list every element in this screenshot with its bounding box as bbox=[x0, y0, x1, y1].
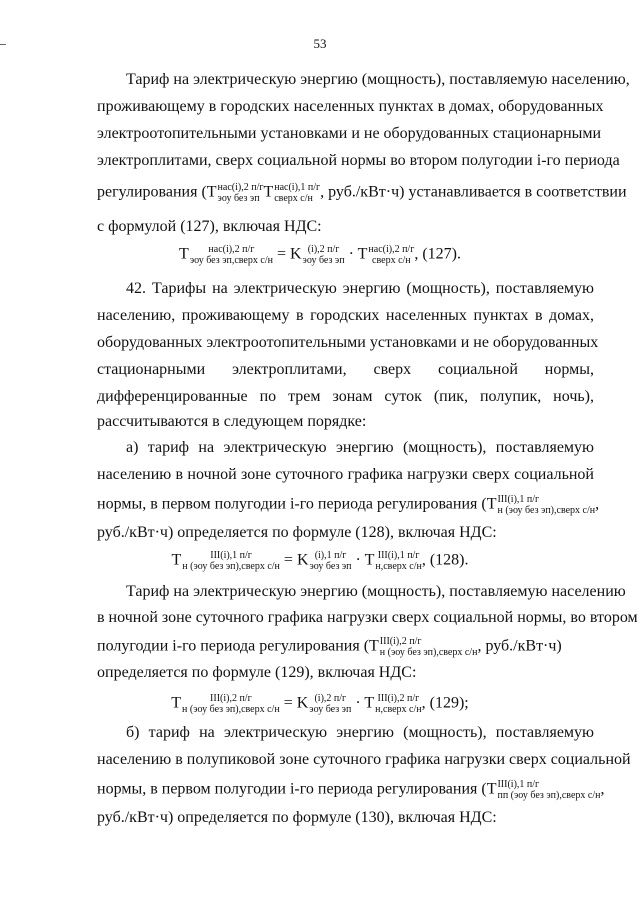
subscript: пп (эоу без эп),сверх с/н bbox=[497, 790, 601, 801]
index-stack bbox=[303, 244, 345, 266]
formula-128 bbox=[0, 550, 640, 572]
subscript: эоу без эп bbox=[302, 255, 345, 266]
operator: · bbox=[355, 694, 361, 712]
superscript: III(i),1 п/г bbox=[377, 550, 420, 561]
subscript: эоу без эп bbox=[309, 704, 352, 715]
symbol: T bbox=[357, 245, 368, 263]
text-run: , руб./кВт·ч) устанавливается в соответствии bbox=[320, 183, 627, 201]
paragraph-line: Тариф на электрическую энергию (мощность), поставляемую населению, bbox=[126, 71, 630, 88]
index-stack bbox=[190, 244, 273, 266]
superscript: (i),2 п/г bbox=[314, 693, 347, 704]
superscript: нас(i),2 п/г bbox=[217, 182, 264, 193]
index-stack bbox=[497, 494, 595, 516]
text-run: , руб./кВт·ч) bbox=[477, 637, 562, 655]
paragraph-line-with-formula bbox=[97, 182, 627, 204]
formula-127 bbox=[0, 244, 640, 266]
index-stack bbox=[380, 636, 478, 658]
paragraph-line-with-formula bbox=[97, 494, 599, 516]
paragraph-line: электроплитами, сверх социальной нормы во втором полугодии i-го периода bbox=[97, 152, 620, 169]
formula-129 bbox=[0, 693, 640, 715]
index-stack bbox=[368, 244, 414, 266]
index-stack bbox=[375, 550, 421, 572]
paragraph-line: Тариф на электрическую энергию (мощность), поставляемую населению bbox=[126, 583, 626, 600]
superscript: III(i),1 п/г bbox=[497, 779, 540, 790]
index-stack bbox=[497, 779, 600, 801]
formula-number: , (127). bbox=[414, 245, 461, 263]
index-stack bbox=[310, 550, 352, 572]
superscript: нас(i),2 п/г bbox=[368, 244, 415, 255]
text-run: регулирования (T bbox=[97, 183, 217, 201]
text-run: нормы, в первом полугодии i-го периода регулирования (T bbox=[97, 495, 497, 513]
symbol: T bbox=[171, 694, 182, 712]
paragraph-line: населению в ночной зоне суточного графика нагрузки сверх социальной bbox=[97, 466, 594, 483]
subscript: сверх с/н bbox=[372, 255, 411, 266]
text-run: полугодии i-го периода регулирования (T bbox=[97, 637, 379, 655]
index-stack bbox=[182, 693, 280, 715]
subscript: сверх с/н bbox=[274, 193, 313, 204]
paragraph-line: населению в полупиковой зоне суточного графика нагрузки сверх социальной bbox=[97, 751, 631, 768]
paragraph-line-with-formula bbox=[97, 636, 562, 658]
paragraph-line: б) тариф на электрическую энергию (мощность), поставляемую bbox=[126, 724, 594, 741]
text-run: , bbox=[595, 495, 600, 513]
paragraph-line: рассчитываются в следующем порядке: bbox=[97, 413, 367, 430]
paragraph-line: оборудованных электроотопительными установками и не оборудованных bbox=[97, 334, 599, 351]
operator: = bbox=[276, 245, 286, 263]
symbol: K bbox=[296, 551, 309, 569]
symbol: K bbox=[289, 245, 302, 263]
subscript: эоу без эп,сверх с/н bbox=[189, 255, 273, 266]
paragraph-line: руб./кВт·ч) определяется по формуле (128), включая НДС: bbox=[97, 524, 497, 541]
paragraph-line: с формулой (127), включая НДС: bbox=[97, 218, 322, 235]
superscript: III(i),2 п/г bbox=[377, 693, 420, 704]
superscript: III(i),1 п/г bbox=[497, 494, 540, 505]
operator: · bbox=[348, 245, 354, 263]
symbol: T bbox=[364, 694, 375, 712]
symbol: K bbox=[296, 694, 309, 712]
operator: = bbox=[283, 694, 293, 712]
symbol: T bbox=[171, 551, 182, 569]
index-stack bbox=[274, 182, 320, 204]
index-stack bbox=[309, 693, 351, 715]
symbol: T bbox=[179, 245, 189, 263]
subscript: н (эоу без эп),сверх с/н bbox=[182, 561, 280, 572]
subscript: эоу без эп bbox=[217, 193, 260, 204]
paragraph-line: проживающему в городских населенных пунктах в домах, оборудованных bbox=[97, 98, 604, 115]
operator: · bbox=[355, 551, 361, 569]
superscript: III(i),2 п/г bbox=[210, 693, 252, 704]
paragraph-line: стационарными электроплитами, сверх социальной нормы, bbox=[97, 361, 594, 378]
paragraph-line: 42. Тарифы на электрическую энергию (мощность), поставляемую bbox=[126, 280, 594, 297]
symbol: T bbox=[263, 183, 274, 201]
superscript: III(i),1 п/г bbox=[210, 550, 252, 561]
page-number: 53 bbox=[313, 36, 327, 51]
paragraph-line: а) тариф на электрическую энергию (мощность), поставляемую bbox=[126, 439, 594, 456]
superscript: нас(i),1 п/г bbox=[274, 182, 321, 193]
text-run: , bbox=[600, 780, 605, 798]
paragraph-line: дифференцированные по трем зонам суток (пик, полупик, ночь), bbox=[97, 388, 594, 405]
superscript: III(i),2 п/г bbox=[379, 636, 422, 647]
superscript: (i),2 п/г bbox=[307, 244, 340, 255]
subscript: эоу без эп bbox=[309, 561, 352, 572]
index-stack bbox=[182, 550, 280, 572]
superscript: (i),1 п/г bbox=[314, 550, 347, 561]
subscript: н (эоу без эп),сверх с/н bbox=[497, 505, 596, 516]
symbol: T bbox=[364, 551, 375, 569]
subscript: н,сверх с/н bbox=[375, 704, 422, 715]
paragraph-line: в ночной зоне суточного графика нагрузки сверх социальной нормы, во втором bbox=[97, 609, 638, 626]
paragraph-line: населению, проживающему в городских населенных пунктах в домах, bbox=[97, 307, 594, 324]
text-run: нормы, в первом полугодии i-го периода регулирования (T bbox=[97, 780, 497, 798]
paragraph-line: руб./кВт·ч) определяется по формуле (130), включая НДС: bbox=[97, 809, 497, 826]
index-stack bbox=[218, 182, 264, 204]
operator: = bbox=[283, 551, 293, 569]
formula-number: , (128). bbox=[421, 551, 469, 569]
paragraph-line: определяется по формуле (129), включая НДС: bbox=[97, 664, 417, 681]
formula-number: , (129); bbox=[421, 694, 469, 712]
subscript: н (эоу без эп),сверх с/н bbox=[182, 704, 280, 715]
superscript: нас(i),2 п/г bbox=[208, 244, 255, 255]
paragraph-line: электроотопительными установками и не оборудованных стационарными bbox=[97, 125, 602, 142]
subscript: н,сверх с/н bbox=[375, 561, 422, 572]
subscript: н (эоу без эп),сверх с/н bbox=[379, 647, 478, 658]
index-stack bbox=[375, 693, 421, 715]
paragraph-line-with-formula bbox=[97, 779, 604, 801]
